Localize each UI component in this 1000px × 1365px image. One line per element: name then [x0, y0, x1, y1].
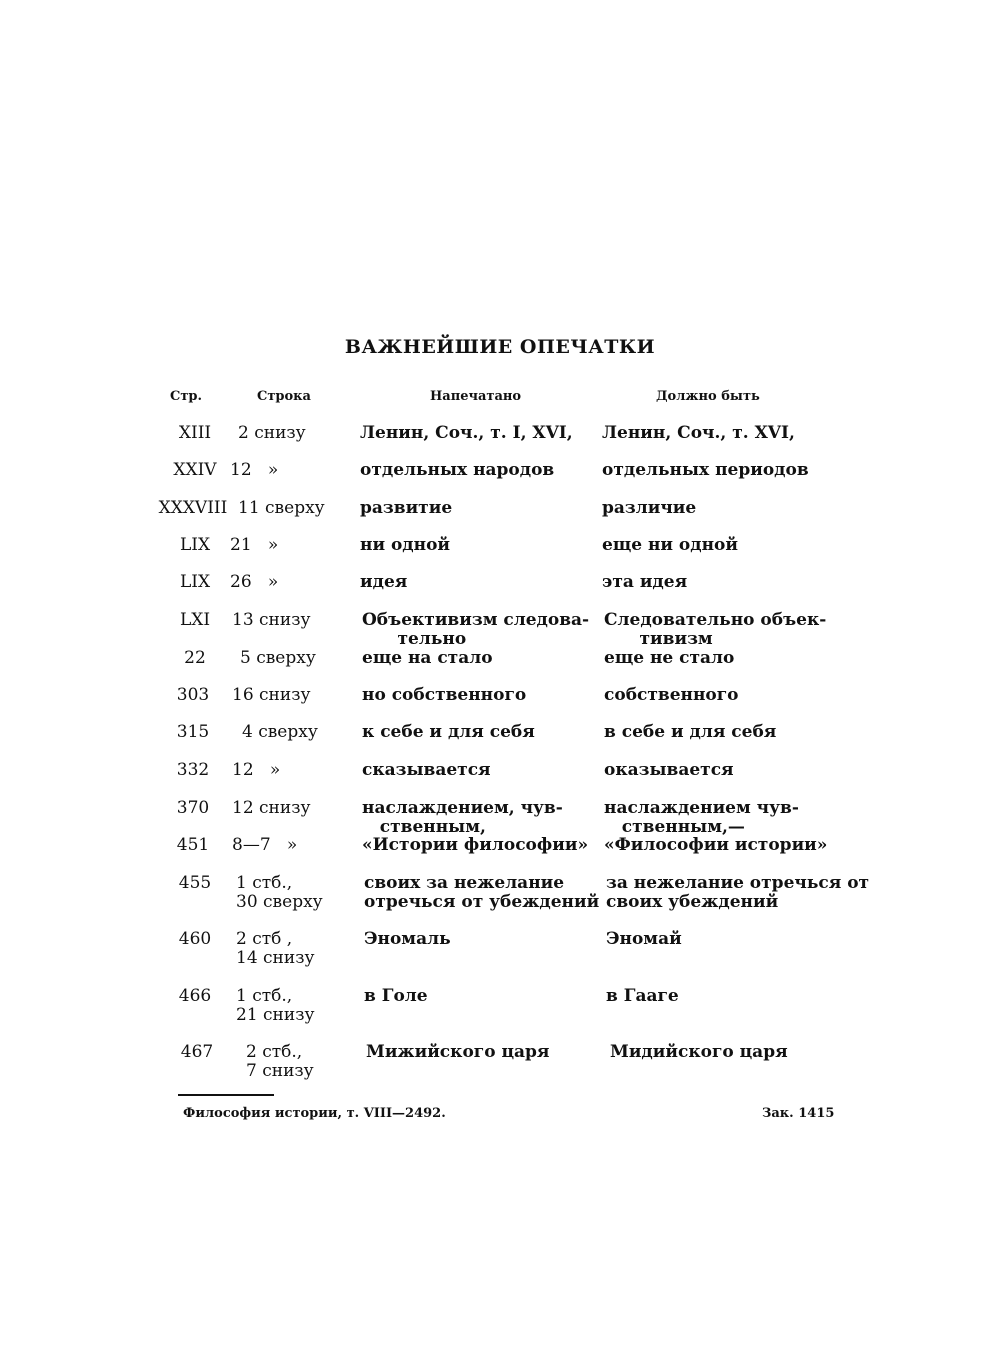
cell-printed: Ленин, Соч., т. I, XVI, — [360, 423, 573, 443]
cell-should-be: Следовательно объек- тивизм — [604, 610, 827, 649]
cell-printed: Объективизм следова- тельно — [362, 610, 590, 649]
cell-page: 451 — [176, 835, 210, 855]
column-header-should-be: Должно быть — [656, 389, 760, 404]
cell-line: 26 » — [230, 572, 279, 592]
cell-printed: Мижийского царя — [366, 1042, 550, 1062]
cell-should-be: в себе и для себя — [604, 722, 777, 742]
cell-should-be: за нежелание отречься от своих убеждений — [606, 873, 870, 912]
cell-page: XXIV — [173, 460, 217, 480]
cell-should-be: наслаждением чув- ственным,— — [604, 798, 799, 837]
cell-line: 12 » — [232, 760, 281, 780]
cell-printed: еще на стало — [362, 648, 493, 668]
column-header-printed: Напечатано — [430, 389, 522, 404]
cell-should-be: в Гааге — [606, 986, 679, 1006]
cell-line: 2 снизу — [238, 423, 306, 443]
cell-page: LXI — [179, 610, 211, 630]
column-header-line: Строка — [257, 389, 311, 404]
cell-should-be: собственного — [604, 685, 739, 705]
cell-line: 2 стб , 14 снизу — [236, 929, 315, 968]
cell-line: 1 стб., 21 снизу — [236, 986, 315, 1025]
cell-printed: но собственного — [362, 685, 527, 705]
cell-page: LIX — [179, 572, 211, 592]
cell-printed: сказывается — [362, 760, 491, 780]
cell-should-be: отдельных периодов — [602, 460, 809, 480]
cell-line: 8—7 » — [232, 835, 298, 855]
footer-imprint: Философия истории, т. VIII—2492. — [183, 1106, 446, 1121]
cell-printed: отдельных народов — [360, 460, 555, 480]
cell-page: 466 — [178, 986, 212, 1006]
cell-line: 16 снизу — [232, 685, 311, 705]
cell-line: 12 снизу — [232, 798, 311, 818]
cell-should-be: Ленин, Соч., т. XVI, — [602, 423, 795, 443]
cell-line: 1 стб., 30 сверху — [236, 873, 323, 912]
footnote-rule — [178, 1094, 274, 1096]
cell-page: 460 — [178, 929, 212, 949]
cell-page: 370 — [176, 798, 210, 818]
cell-page: 22 — [184, 648, 206, 668]
cell-page: LIX — [179, 535, 211, 555]
cell-printed: развитие — [360, 498, 453, 518]
cell-line: 5 сверху — [240, 648, 316, 668]
cell-page: XXXVIII — [158, 498, 228, 518]
footer-order-number: Зак. 1415 — [762, 1106, 835, 1121]
cell-should-be: оказывается — [604, 760, 734, 780]
cell-printed: наслаждением, чув- ственным, — [362, 798, 563, 837]
cell-line: 4 сверху — [242, 722, 318, 742]
cell-should-be: эта идея — [602, 572, 688, 592]
column-header-page: Стр. — [170, 389, 203, 404]
cell-should-be: еще ни одной — [602, 535, 738, 555]
page-title: ВАЖНЕЙШИЕ ОПЕЧАТКИ — [344, 336, 656, 358]
cell-printed: в Голе — [364, 986, 428, 1006]
cell-should-be: различие — [602, 498, 697, 518]
cell-line: 13 снизу — [232, 610, 311, 630]
cell-page: XIII — [178, 423, 212, 443]
cell-page: 332 — [176, 760, 210, 780]
cell-printed: Эномаль — [364, 929, 451, 949]
cell-printed: «Истории философии» — [362, 835, 589, 855]
cell-printed: идея — [360, 572, 408, 592]
cell-line: 12 » — [230, 460, 279, 480]
cell-should-be: «Философии истории» — [604, 835, 828, 855]
cell-should-be: Эномай — [606, 929, 682, 949]
cell-page: 315 — [176, 722, 210, 742]
cell-should-be: Мидийского царя — [610, 1042, 788, 1062]
cell-line: 2 стб., 7 снизу — [246, 1042, 314, 1081]
cell-page: 303 — [176, 685, 210, 705]
cell-line: 21 » — [230, 535, 279, 555]
cell-page: 467 — [180, 1042, 214, 1062]
cell-printed: к себе и для себя — [362, 722, 535, 742]
cell-should-be: еще не стало — [604, 648, 735, 668]
cell-printed: ни одной — [360, 535, 451, 555]
cell-line: 11 сверху — [238, 498, 325, 518]
cell-printed: своих за нежелание отречься от убеждений — [364, 873, 600, 912]
cell-page: 455 — [178, 873, 212, 893]
